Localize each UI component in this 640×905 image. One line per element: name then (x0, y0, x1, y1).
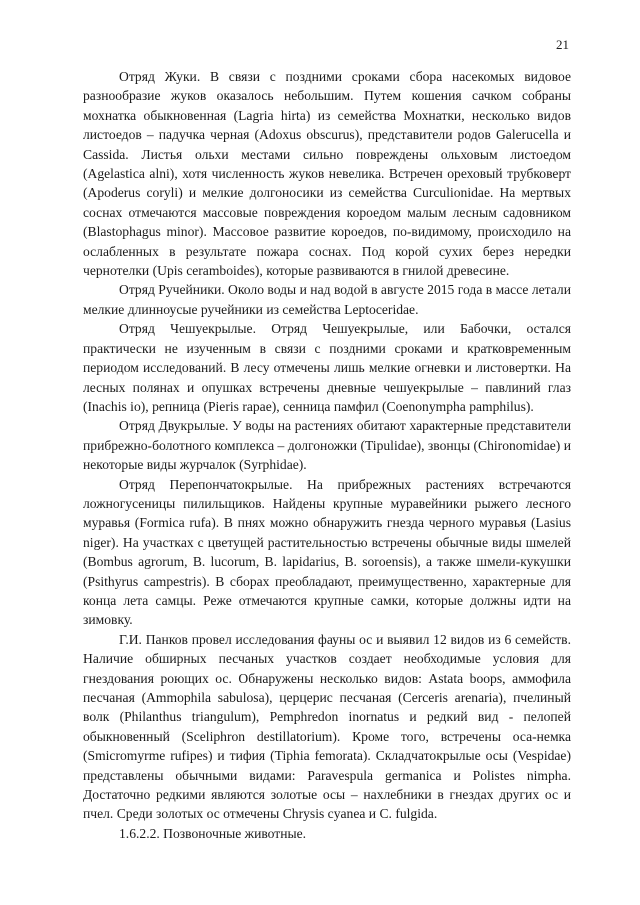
paragraph-caddisflies: Отряд Ручейники. Около воды и над водой в августе 2015 года в массе летали мелкие длинноусые ручейники из семейства Leptoceridae. (83, 282, 571, 317)
paragraph-diptera: Отряд Двукрылые. У воды на растениях обитают характерные представители прибрежно-болотного комплекса – долгоножки (Tipulidae), звонцы (Chironomidae) и некоторые виды журчалок (Syrphidae). (83, 418, 571, 473)
paragraph-wasps: Г.И. Панков провел исследования фауны ос и выявил 12 видов из 6 семейств. Наличие обширных песчаных участков создает необходимые условия для гнездования роющих ос. Обнаружены несколько видов: Astata boops, аммофила песчаная (Ammophila sabulosa), церцерис песчаная (Cerceris arenaria), пчелиный волк (Philanthus triangulum), Pemphredon inornatus и редкий вид - пелопей обыкновенный (Sceliphron destillatorium). Кроме того, встречены оса-немка (Smicromyrme rufipes) и тифия (Tiphia femorata). Складчатокрылые осы (Vespidae) представлены обычными видами: Paravespula germanica и Polistes nimpha. Достаточно редкими являются золотые осы – нахлебники в гнездах других ос и пчел. Среди золотых ос отмечены Chrysis cyanea и C. fulgida. (83, 631, 571, 822)
paragraph-hymenoptera: Отряд Перепончатокрылые. На прибрежных растениях встречаются ложногусеницы пилильщиков. Найдены крупные муравейники рыжего лесного муравья (Formica rufa). В пнях можно обнаружить гнезда черного муравья (Lasius niger). На участках с цветущей растительностью встречены обычные виды шмелей (Bombus agrorum, B. lucorum, B. lapidarius, B. soroensis), а также шмели-кукушки (Psithyrus campestris). В сборах преобладают, преимущественно, характерные для конца лета самцы. Реже отмечаются крупные самки, которые должны идти на зимовку. (83, 476, 571, 628)
page-body (83, 67, 571, 843)
section-heading-vertebrates: 1.6.2.2. Позвоночные животные. (119, 825, 307, 841)
page-number: 21 (556, 37, 569, 52)
paragraph-beetles: Отряд Жуки. В связи с поздними сроками сбора насекомых видовое разнообразие жуков оказалось небольшим. Путем кошения сачком собраны мохнатка обыкновенная (Lagria hirta) из семейства Мохнатки, несколько видов листоедов – падучка черная (Adoxus obscurus), представители родов Galerucella и Cassida. Листья ольхи местами сильно повреждены ольховым листоедом (Agelastica alni), хотя численность жуков невелика. Встречен ореховый трубковерт (Apoderus coryli) и мелкие долгоносики из семейства Curculionidae. На мертвых соснах отмечаются массовые повреждения короедом малым лесным садовником (Blastophagus minor). Массовое развитие короедов, по-видимому, происходило на ослабленных в результате пожара соснах. Под корой сухих берез нередки чернотелки (Upis ceramboides), которые развиваются в гнилой древесине. (83, 69, 571, 279)
paragraph-lepidoptera: Отряд Чешуекрылые. Отряд Чешуекрылые, или Бабочки, остался практически не изученным в связи с поздними сроками и кратковременным периодом исследований. В лесу отмечены лишь мелкие огневки и листовертки. На лесных полянах и опушках встречены дневные чешуекрылые – павлиний глаз (Inachis io), репница (Pieris rapae), сенница памфил (Coenonympha pamphilus). (83, 321, 571, 414)
